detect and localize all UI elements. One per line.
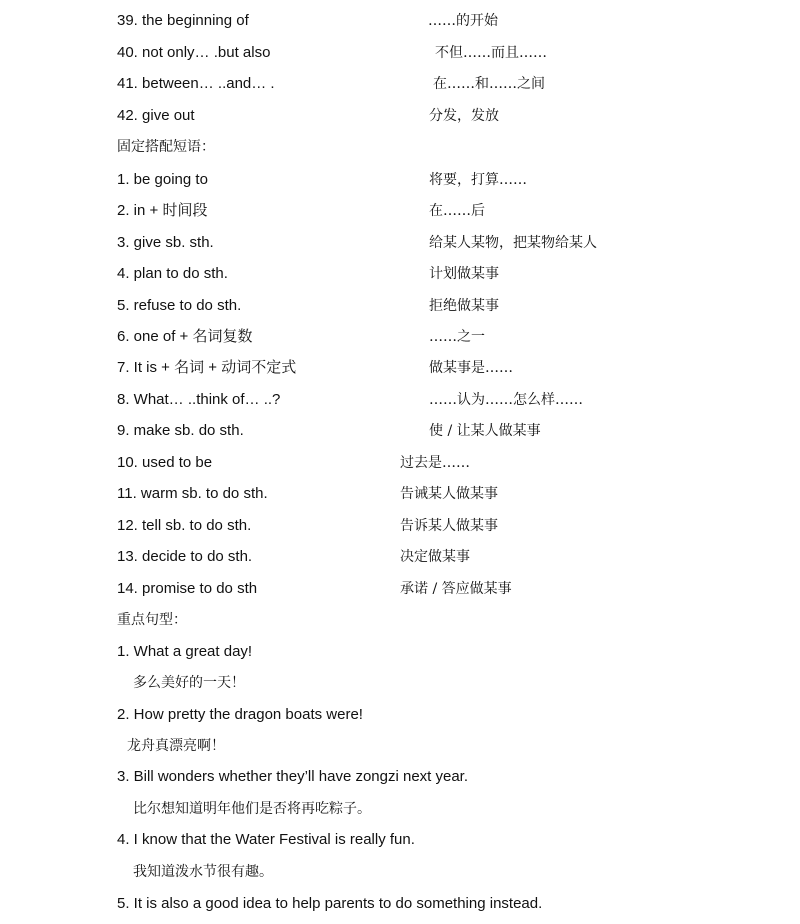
phrase-en: 10. used to be	[117, 454, 213, 471]
phrase-cn: 分发，发放	[429, 108, 499, 124]
phrase-en: 39. the beginning of	[117, 12, 249, 29]
phrase-cn: 在……和……之间	[433, 76, 545, 92]
phrase-en: 12. tell sb. to do sth.	[117, 517, 252, 534]
phrase-cn: 做某事是……	[429, 360, 513, 376]
phrase-en: 8. What… ..think of… ..?	[117, 391, 281, 408]
phrase-cn: ……之一	[429, 329, 485, 345]
sentence-cn: 多么美好的一天！	[133, 675, 245, 691]
sentence-en: 3. Bill wonders whether they’ll have zongzi next year.	[117, 768, 469, 785]
phrase-cn: 给某人某物，把某物给某人	[429, 235, 597, 251]
sentence-en: 4. I know that the Water Festival is really fun.	[117, 831, 415, 848]
phrase-cn: 决定做某事	[400, 549, 470, 565]
phrase-cn: 将要，打算……	[429, 172, 527, 188]
phrase-en: 13. decide to do sth.	[117, 548, 253, 565]
phrase-en: 40. not only… .but also	[117, 44, 271, 61]
phrase-cn: 在……后	[429, 203, 485, 219]
phrase-en: 5. refuse to do sth.	[117, 297, 242, 314]
sentence-cn: 我知道泼水节很有趣。	[133, 864, 273, 880]
phrase-cn: 使 / 让某人做某事	[429, 423, 541, 439]
sentence-cn: 比尔想知道明年他们是否将再吃粽子。	[133, 801, 371, 817]
phrase-en: 11. warm sb. to do sth.	[117, 485, 268, 502]
phrase-cn: 告诫某人做某事	[400, 486, 498, 502]
phrase-cn: 承诺 / 答应做某事	[400, 581, 512, 597]
phrase-en: 4. plan to do sth.	[117, 265, 228, 282]
phrase-en: 6. one of + 名词复数	[117, 328, 253, 345]
phrase-cn: ……的开始	[428, 13, 498, 29]
phrase-cn: ……认为……怎么样……	[429, 392, 583, 408]
phrase-en: 14. promise to do sth	[117, 580, 258, 597]
phrase-cn: 拒绝做某事	[429, 298, 499, 314]
phrase-cn: 过去是……	[400, 455, 470, 471]
phrase-cn: 告诉某人做某事	[400, 518, 498, 534]
phrase-en: 1. be going to	[117, 171, 208, 188]
phrase-cn: 计划做某事	[429, 266, 499, 282]
sentence-en: 2. How pretty the dragon boats were!	[117, 706, 363, 723]
sentence-cn: 龙舟真漂亮啊！	[127, 738, 225, 754]
section-heading-key-sentences: 重点句型：	[117, 612, 187, 628]
section-heading-fixed-collocations: 固定搭配短语：	[117, 139, 215, 155]
sentence-en: 1. What a great day!	[117, 643, 253, 660]
phrase-en: 3. give sb. sth.	[117, 234, 214, 251]
phrase-en: 2. in + 时间段	[117, 202, 208, 219]
phrase-en: 9. make sb. do sth.	[117, 422, 244, 439]
phrase-cn: 不但……而且……	[435, 45, 547, 61]
phrase-en: 42. give out	[117, 107, 195, 124]
phrase-en: 41. between… ..and… .	[117, 75, 275, 92]
sentence-en: 5. It is also a good idea to help parents to do something instead.	[117, 895, 543, 912]
phrase-en: 7. It is + 名词 + 动词不定式	[117, 359, 297, 376]
